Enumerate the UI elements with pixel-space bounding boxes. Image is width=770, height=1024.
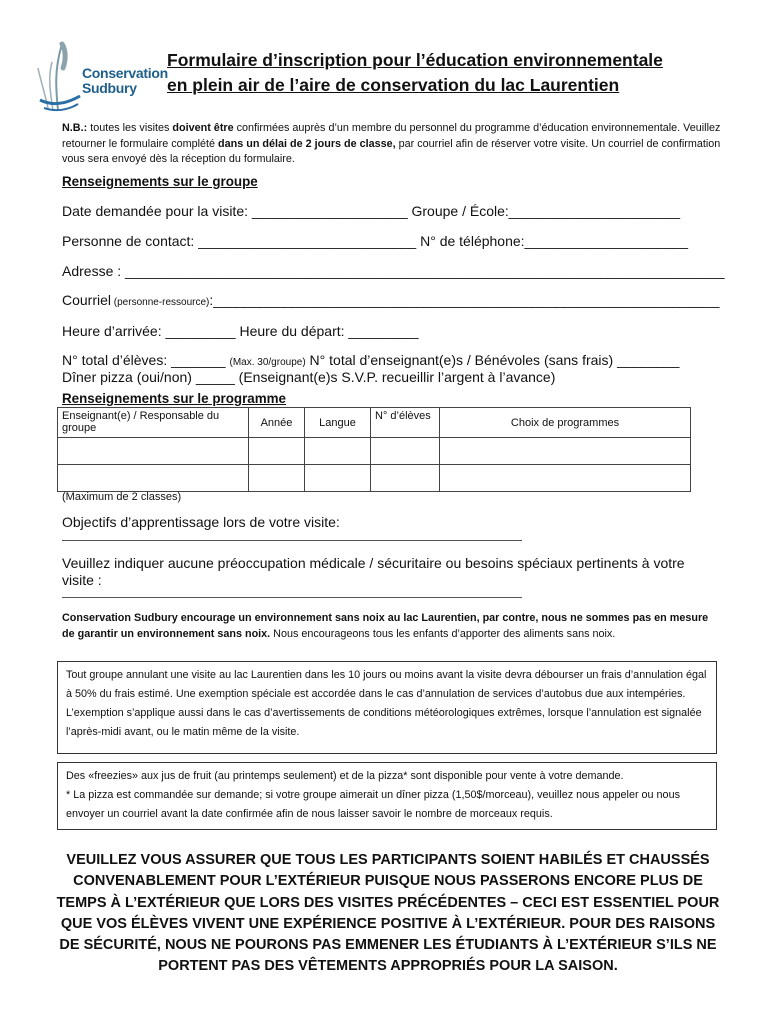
conservation-sudbury-logo <box>36 40 168 115</box>
group-section-heading: Renseignements sur le groupe <box>62 174 258 189</box>
date-group-field[interactable]: Date demandée pour la visite: ____________________ Groupe / École:______________________ <box>62 203 681 219</box>
col-language: Langue <box>305 408 371 438</box>
nb-text-1: toutes les visites <box>87 122 173 134</box>
students-count[interactable]: N° total d’élèves: _______ <box>62 352 230 368</box>
cell-students[interactable] <box>371 438 440 465</box>
table-header-row <box>58 408 691 438</box>
nut-notice-bold: Conservation Sudbury encourage un environnement sans noix au lac Laurentien, par contre, nous ne sommes pas en mesure de garantir un environnement sans noix. <box>62 612 709 640</box>
nb-bold-1: doivent être <box>172 122 234 134</box>
clothing-notice: VEUILLEZ VOUS ASSURER QUE TOUS LES PARTICIPANTS SOIENT HABILÉS ET CHAUSSÉS CONVENABLEMENT POUR L’EXTÉRIEUR PUISQUE NOUS PASSERONS ENCORE PLUS DE TEMPS À L’EXTÉRIEUR QUE LORS DES VISITES PRÉCÉDENTES – CECI EST ESSENTIEL POUR QUE VOS ÉLÈVES VIVENT UNE EXPÉRIENCE POSITIVE À L’EXTÉRIEUR. POUR DES RAISONS DE SÉCURITÉ, NOUS NE POURONS PAS EMMENER LES ÉTUDIANTS À L’EXTÉRIEUR S’ILS NE PORTENT PAS DES VÊTEMENTS APPROPRIÉS POUR LA SAISON. <box>56 852 720 975</box>
nut-free-notice <box>62 610 722 642</box>
times-field[interactable]: Heure d’arrivée: _________ Heure du départ: _________ <box>62 323 419 339</box>
cell-language[interactable] <box>305 438 371 465</box>
objectives-line[interactable] <box>62 540 522 541</box>
cell-language[interactable] <box>305 465 371 492</box>
col-teacher: Enseignant(e) / Responsable du groupe <box>58 408 249 438</box>
medical-label: Veuillez indiquer aucune préoccupation médicale / sécuritaire ou besoins spéciaux pertinents à votre visite : <box>62 555 685 588</box>
cell-year[interactable] <box>249 465 305 492</box>
cancellation-policy-box: Tout groupe annulant une visite au lac Laurentien dans les 10 jours ou moins avant la visite devra débourser un frais d’annulation égal à 50% du frais estimé. Une exemption spéciale est accordée dans le cas d’annulation de services d’autobus due aux intempéries. L’exemption s’applique aussi dans le cas d’avertissements de conditions météorologiques extrêmes, lorsque l’annulation est signalée l’après-midi avant, ou le matin même de la visite. <box>57 661 717 754</box>
email-label: Courriel <box>62 292 112 308</box>
nb-notice <box>62 121 722 168</box>
objectives-label: Objectifs d’apprentissage lors de votre visite: <box>62 514 340 530</box>
email-field[interactable] <box>62 292 719 308</box>
program-section-heading: Renseignements sur le programme <box>62 391 286 406</box>
freezie-pizza-box <box>57 762 717 830</box>
nb-text-2: confirmées auprès d’un membre du personnel du programme d’éducation environnementale. Veuillez retourner le formulaire complété <box>62 122 721 150</box>
cell-teacher[interactable] <box>58 438 249 465</box>
cell-programs[interactable] <box>440 465 691 492</box>
pizza-field[interactable]: Dîner pizza (oui/non) _____ (Enseignant(e)s S.V.P. recueillir l’argent à l’avance) <box>62 369 556 385</box>
medical-line[interactable] <box>62 597 522 598</box>
max-classes-note: (Maximum de 2 classes) <box>62 491 182 503</box>
email-sublabel: (personne-ressource) <box>111 297 210 308</box>
cell-programs[interactable] <box>440 438 691 465</box>
freezie-line-2: * La pizza est commandée sur demande; si votre groupe aimerait un dîner pizza (1,50$/morceau), veuillez nous appeler ou nous envoyer un courriel avant la date confirmée afin de nous laisser savoir le nombre de morceaux requis. <box>66 789 680 820</box>
page-title <box>167 48 747 98</box>
nb-text-3: par courriel afin de réserver votre visite. Un courriel de confirmation vous sera envoyé dès la réception du formulaire. <box>62 137 721 165</box>
logo-line-2: Sudbury <box>82 80 137 96</box>
cell-year[interactable] <box>249 438 305 465</box>
logo-wordmark <box>82 66 168 96</box>
col-programs: Choix de programmes <box>440 408 691 438</box>
freezie-line-1: Des «freezies» aux jus de fruit (au printemps seulement) et de la pizza* sont disponible pour vente à votre demande. <box>66 770 624 782</box>
students-max: (Max. 30/groupe) <box>229 357 306 368</box>
address-field[interactable]: Adresse : _____________________________________________________________________________ <box>62 263 725 279</box>
cell-teacher[interactable] <box>58 465 249 492</box>
title-line-2: en plein air de l’aire de conservation du lac Laurentien <box>167 75 620 95</box>
col-year: Année <box>249 408 305 438</box>
nut-notice-text: Nous encourageons tous les enfants d’apporter des aliments sans noix. <box>270 628 616 640</box>
nb-label: N.B.: <box>62 122 88 134</box>
col-students: N° d’élèves <box>371 408 440 438</box>
table-row[interactable] <box>58 438 691 465</box>
cell-students[interactable] <box>371 465 440 492</box>
contact-phone-field[interactable]: Personne de contact: ____________________________ N° de téléphone:_____________________ <box>62 233 689 249</box>
nb-bold-2: dans un délai de 2 jours de classe, <box>218 137 396 150</box>
students-field[interactable] <box>62 352 679 368</box>
teachers-count[interactable]: N° total d’enseignant(e)s / Bénévoles (sans frais) ________ <box>305 352 680 368</box>
email-blank[interactable]: :_________________________________________________________________ <box>209 292 720 308</box>
table-row[interactable] <box>58 465 691 492</box>
logo-line-1: Conservation <box>82 65 168 81</box>
program-table <box>57 407 691 492</box>
title-line-1: Formulaire d’inscription pour l’éducation environnementale <box>167 50 663 70</box>
